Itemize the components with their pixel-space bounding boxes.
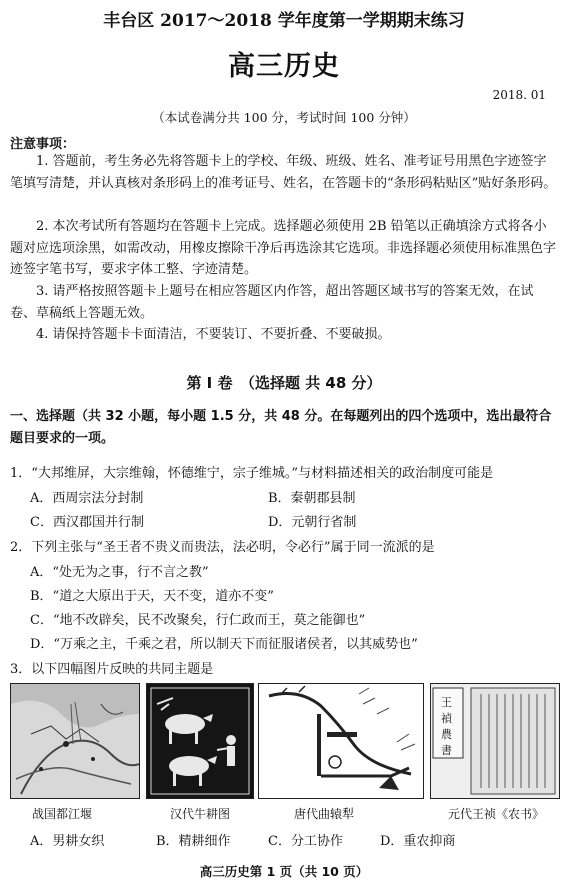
- exam-note: （本试卷满分共 100 分，考试时间 100 分钟）: [152, 110, 416, 125]
- exam-date: 2018. 01: [492, 88, 546, 102]
- option-a: A．西周宗法分封制: [30, 491, 144, 506]
- svg-text:王: 王: [441, 696, 452, 709]
- notice-item: 1. 答题前，考生务必先将答题卡上的学校、年级、班级、姓名、准考证号用黑色字迹签字笔填写清楚，并认真核对条形码上的准考证号、姓名，在答题卡的“条形码粘贴区”贴好条形码。: [10, 154, 557, 191]
- svg-text:農: 農: [441, 728, 452, 741]
- option-b: B．秦朝郡县制: [268, 491, 356, 506]
- option-c: C．“地不改辟矣，民不改聚矣，行仁政而王，莫之能御也”: [30, 613, 366, 628]
- section-instructions: 一、选择题（共 32 小题，每小题 1.5 分，共 48 分。在每题列出的四个选项中，选出最符合题目要求的一项。: [10, 409, 552, 446]
- notice-item: 3. 请严格按照答题卡上题号在相应答题区内作答，超出答题区域书写的答案无效，在试卷、草稿纸上答题无效。: [10, 284, 534, 321]
- question-stem: 1．“大邦维屏，大宗维翰，怀德维宁，宗子维城。”与材料描述相关的政治制度可能是: [10, 466, 494, 481]
- option-d: D．元朝行省制: [268, 515, 357, 530]
- option-c: C．分工协作: [268, 834, 343, 849]
- section-title: 第 Ⅰ 卷 （选择题 共 48 分）: [186, 374, 382, 392]
- notice-heading: 注意事项：: [10, 137, 76, 152]
- exam-title: 丰台区 2017～2018 学年度第一学期期末练习: [103, 11, 465, 31]
- image-caption: 汉代牛耕图: [170, 807, 231, 821]
- option-a: A．男耕女织: [30, 834, 105, 849]
- ox-plowing-relief: [146, 683, 254, 799]
- map-illustration: [10, 683, 140, 799]
- question-stem: 3．以下四幅图片反映的共同主题是: [10, 662, 214, 677]
- curved-plow-diagram: [258, 683, 424, 799]
- image-caption: 元代王祯《农书》: [448, 807, 545, 821]
- option-c: C．西汉郡国并行制: [30, 515, 144, 530]
- option-a: A．“处无为之事，行不言之教”: [30, 565, 209, 580]
- svg-text:書: 書: [441, 744, 452, 757]
- option-d: D．重农抑商: [380, 834, 456, 849]
- subject-title: 高三历史: [228, 51, 340, 82]
- image-caption: 战国都江堰: [32, 807, 93, 821]
- option-b: B．精耕细作: [156, 834, 231, 849]
- question-stem: 2．下列主张与“圣王者不贵义而贵法，法必明，令必行”属于同一流派的是: [10, 540, 435, 555]
- svg-text:禎: 禎: [441, 712, 452, 725]
- notice-item: 4. 请保持答题卡卡面清洁，不要装订、不要折叠、不要破损。: [36, 327, 391, 342]
- option-d: D．“万乘之主，千乘之君，所以制天下而征服诸侯者，以其威势也”: [30, 637, 418, 652]
- page-footer: 高三历史第 1 页（共 10 页）: [199, 864, 369, 879]
- notice-item: 2. 本次考试所有答题均在答题卡上完成。选择题必须使用 2B 铅笔以正确填涂方式将各小题对应选项涂黑，如需改动，用橡皮擦除干净后再选涂其它选项。非选择题必须使用标准黑色字迹签字笔书写，要求字体工整、字迹清楚。: [10, 219, 557, 277]
- book-page-photo: [430, 683, 560, 799]
- image-caption: 唐代曲辕犁: [294, 807, 355, 821]
- option-b: B．“道之大原出于天，天不变，道亦不变”: [30, 589, 274, 604]
